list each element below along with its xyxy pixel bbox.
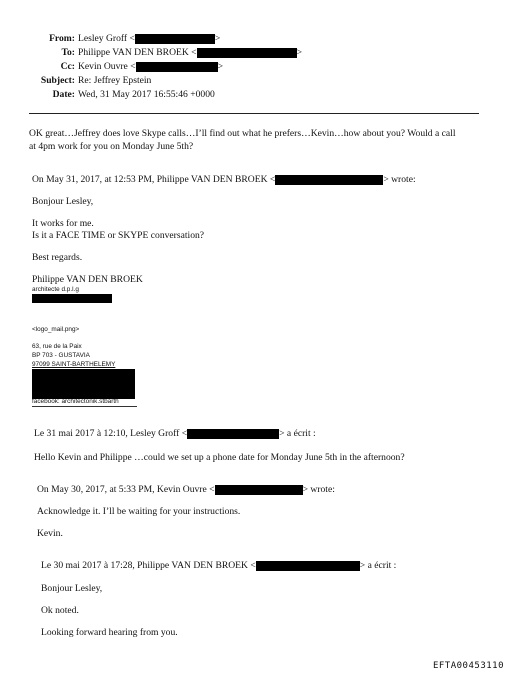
quote4-intro-text: Le 30 mai 2017 à 17:28, Philippe VAN DEN BROEK < bbox=[41, 560, 256, 571]
quote1-greeting: Bonjour Lesley, bbox=[32, 196, 94, 207]
address-line-3: 97099 SAINT-BARTHELEMY bbox=[32, 361, 116, 368]
to-value bbox=[78, 47, 302, 58]
quote2-intro-end: > a écrit : bbox=[279, 428, 316, 439]
quote4-intro-end: > a écrit : bbox=[359, 560, 397, 571]
logo-placeholder: <logo_mail.png> bbox=[32, 326, 80, 333]
facebook-link: facebook: architectonik.stbarth bbox=[32, 398, 119, 405]
subject-value: Re: Jeffrey Epstein bbox=[78, 75, 152, 86]
from-text: Lesley Groff < bbox=[78, 33, 135, 44]
quote2-line-1: Hello Kevin and Philippe …could we set up a phone date for Monday June 5th in the afternoon? bbox=[34, 452, 405, 463]
quote3-intro-text: On May 30, 2017, at 5:33 PM, Kevin Ouvre < bbox=[37, 484, 215, 495]
cc-text: Kevin Ouvre < bbox=[78, 61, 136, 72]
redaction-box bbox=[197, 48, 297, 58]
quote4-line-2: Looking forward hearing from you. bbox=[41, 627, 178, 638]
address-line-2: BP 703 - GUSTAVIA bbox=[32, 352, 90, 359]
signature-title: architecte d.p.l.g bbox=[32, 286, 79, 293]
redaction-box bbox=[215, 485, 303, 495]
quote1-intro-end: > wrote: bbox=[383, 174, 416, 185]
date-value: Wed, 31 May 2017 16:55:46 +0000 bbox=[78, 89, 215, 100]
redaction-box bbox=[136, 62, 218, 72]
bracket: > bbox=[214, 33, 221, 44]
quote2-intro bbox=[34, 428, 316, 439]
bates-number: EFTA00453110 bbox=[432, 661, 504, 671]
signature-divider bbox=[32, 406, 137, 407]
redaction-box bbox=[135, 34, 215, 44]
quote1-intro bbox=[32, 174, 416, 185]
redaction-box bbox=[187, 429, 279, 439]
cc-value bbox=[78, 61, 223, 72]
quote1-regards: Best regards. bbox=[32, 252, 83, 263]
redaction-box bbox=[32, 369, 135, 399]
quote3-sign: Kevin. bbox=[37, 528, 63, 539]
quote4-intro bbox=[41, 560, 396, 571]
quote3-line-1: Acknowledge it. I’ll be waiting for your instructions. bbox=[37, 506, 241, 517]
bracket: > bbox=[296, 47, 303, 58]
body-line-1: OK great…Jeffrey does love Skype calls…I’ll find out what he prefers…Kevin…how about you? Would a call bbox=[29, 128, 456, 139]
redaction-box bbox=[256, 561, 360, 571]
bracket: > bbox=[217, 61, 224, 72]
to-text: Philippe VAN DEN BROEK < bbox=[78, 47, 197, 58]
redaction-box bbox=[275, 175, 383, 185]
to-label: To: bbox=[61, 47, 75, 58]
cc-label: Cc: bbox=[60, 61, 75, 72]
quote1-line-1: It works for me. bbox=[32, 218, 94, 229]
header-divider bbox=[29, 113, 479, 114]
quote4-line-1: Ok noted. bbox=[41, 605, 79, 616]
quote3-intro-end: > wrote: bbox=[302, 484, 335, 495]
from-value bbox=[78, 33, 220, 44]
address-line-1: 63, rue de la Paix bbox=[32, 343, 82, 350]
quote4-greeting: Bonjour Lesley, bbox=[41, 583, 103, 594]
quote1-line-2: Is it a FACE TIME or SKYPE conversation? bbox=[32, 230, 205, 241]
body-line-2: at 4pm work for you on Monday June 5th? bbox=[29, 141, 194, 152]
from-label: From: bbox=[49, 33, 75, 44]
date-label: Date: bbox=[52, 89, 75, 100]
quote3-intro bbox=[37, 484, 335, 495]
signature-name: Philippe VAN DEN BROEK bbox=[32, 274, 143, 285]
subject-label: Subject: bbox=[40, 75, 75, 86]
quote2-intro-text: Le 31 mai 2017 à 12:10, Lesley Groff < bbox=[34, 428, 188, 439]
redaction-box bbox=[32, 294, 112, 303]
quote1-intro-text: On May 31, 2017, at 12:53 PM, Philippe VAN DEN BROEK < bbox=[32, 174, 276, 185]
